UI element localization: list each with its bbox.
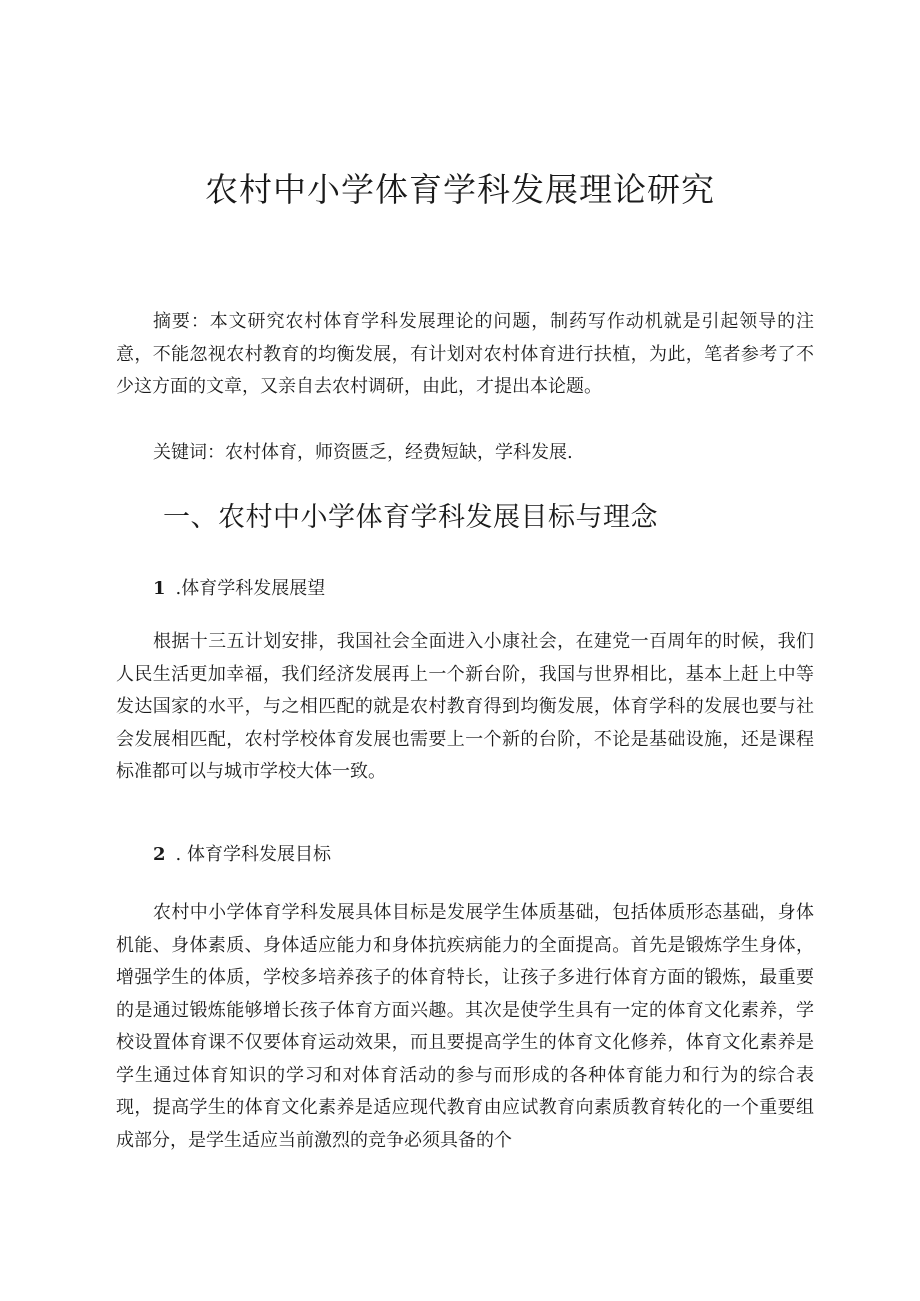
document-title: 农村中小学体育学科发展理论研究	[205, 170, 715, 209]
body-paragraph-2: 农村中小学体育学科发展具体目标是发展学生体质基础，包括体质形态基础，身体机能、身体素质、身体适应能力和身体抗疾病能力的全面提高。首先是锻炼学生身体，增强学生的体质，学校多培养孩子的体育特长，让孩子多进行体育方面的锻炼，最重要的是通过锻炼能够增长孩子体育方面兴趣。其次是使学生具有一定的体育文化素养，学校设置体育课不仅要体育运动效果，而且要提高学生的体育文化修养，体育文化素养是学生通过体育知识的学习和对体育活动的参与而形成的各种体育能力和行为的综合表现，提高学生的体育文化素养是适应现代教育由应试教育向素质教育转化的一个重要组成部分，是学生适应当前激烈的竞争必须具备的个	[116, 902, 814, 1151]
subsection-heading-2	[153, 841, 331, 869]
body-paragraph-1: 根据十三五计划安排，我国社会全面进入小康社会，在建党一百周年的时候，我们人民生活更加幸福，我们经济发展再上一个新台阶，我国与世界相比，基本上赶上中等发达国家的水平，与之相匹配的就是农村教育得到均衡发展，体育学科的发展也要与社会发展相匹配，农村学校体育发展也需要上一个新的台阶，不论是基础设施，还是课程标准都可以与城市学校大体一致。	[116, 631, 814, 782]
subsection-title: .体育学科发展展望	[175, 578, 326, 599]
subsection-number: 2	[153, 844, 166, 865]
abstract-paragraph: 摘要：本文研究农村体育学科发展理论的问题，制药写作动机就是引起领导的注意，不能忽视农村教育的均衡发展，有计划对农村体育进行扶植，为此，笔者参考了不少这方面的文章，又亲自去农村调研，由此，才提出本论题。	[116, 311, 814, 397]
subsection-heading-1	[153, 575, 325, 603]
keywords-paragraph: 关键词：农村体育，师资匮乏，经费短缺，学科发展.	[153, 442, 573, 463]
subsection-number: 1	[153, 578, 166, 599]
section-heading-1: 一、农村中小学体育学科发展目标与理念	[163, 502, 658, 533]
subsection-title: . 体育学科发展目标	[175, 844, 331, 865]
